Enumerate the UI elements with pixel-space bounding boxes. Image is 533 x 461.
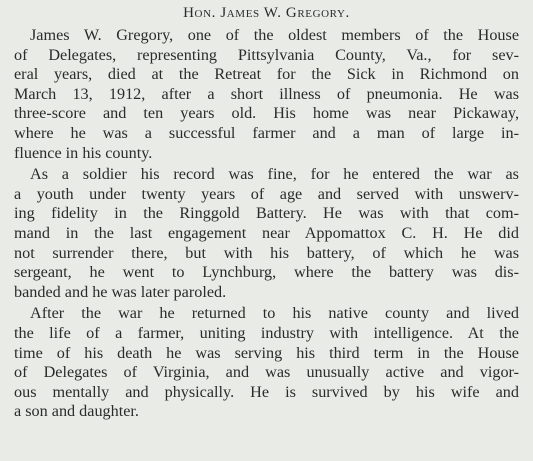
paragraph-2	[14, 165, 519, 302]
text-line: James W. Gregory, one of the oldest members of the House	[30, 26, 519, 44]
text-line: ous mentally and physically. He is survived by his wife and	[14, 382, 519, 401]
text-line: where he was a successful farmer and a man of large in-	[14, 123, 519, 142]
text-line: After the war he returned to his native county and lived	[30, 304, 519, 323]
text-line: banded and he was later paroled.	[14, 282, 227, 301]
text-line: time of his death he was serving his third term in the House	[14, 343, 519, 362]
paragraph-1	[14, 26, 519, 163]
article-title-text: Hon. James W. Gregory.	[183, 5, 350, 21]
text-line: the life of a farmer, uniting industry with intelligence. At the	[14, 323, 519, 342]
article-title	[14, 4, 519, 23]
text-line: mand in the last engagement near Appomattox C. H. He did	[14, 223, 519, 242]
text-line: of Delegates, representing Pittsylvania County, Va., for sev-	[14, 45, 519, 64]
text-line: sergeant, he went to Lynchburg, where the battery was dis-	[14, 263, 519, 282]
text-line: As a soldier his record was fine, for he entered the war as	[30, 165, 519, 184]
text-line: not surrender there, but with his battery, of which he was	[14, 243, 519, 262]
text-line: three-score and ten years old. His home was near Pickaway,	[14, 104, 519, 123]
text-line: March 13, 1912, after a short illness of pneumonia. He was	[14, 84, 519, 103]
text-line: fluence in his county.	[14, 143, 153, 162]
text-line: of Delegates of Virginia, and was unusually active and vigor-	[14, 363, 519, 382]
paragraph-3	[14, 304, 519, 422]
text-line: eral years, died at the Retreat for the Sick in Richmond on	[14, 65, 519, 84]
text-line: a son and daughter.	[14, 402, 139, 421]
text-line: ing fidelity in the Ringgold Battery. He was with that com-	[14, 204, 519, 223]
text-line: a youth under twenty years of age and served with unswerv-	[14, 184, 519, 203]
